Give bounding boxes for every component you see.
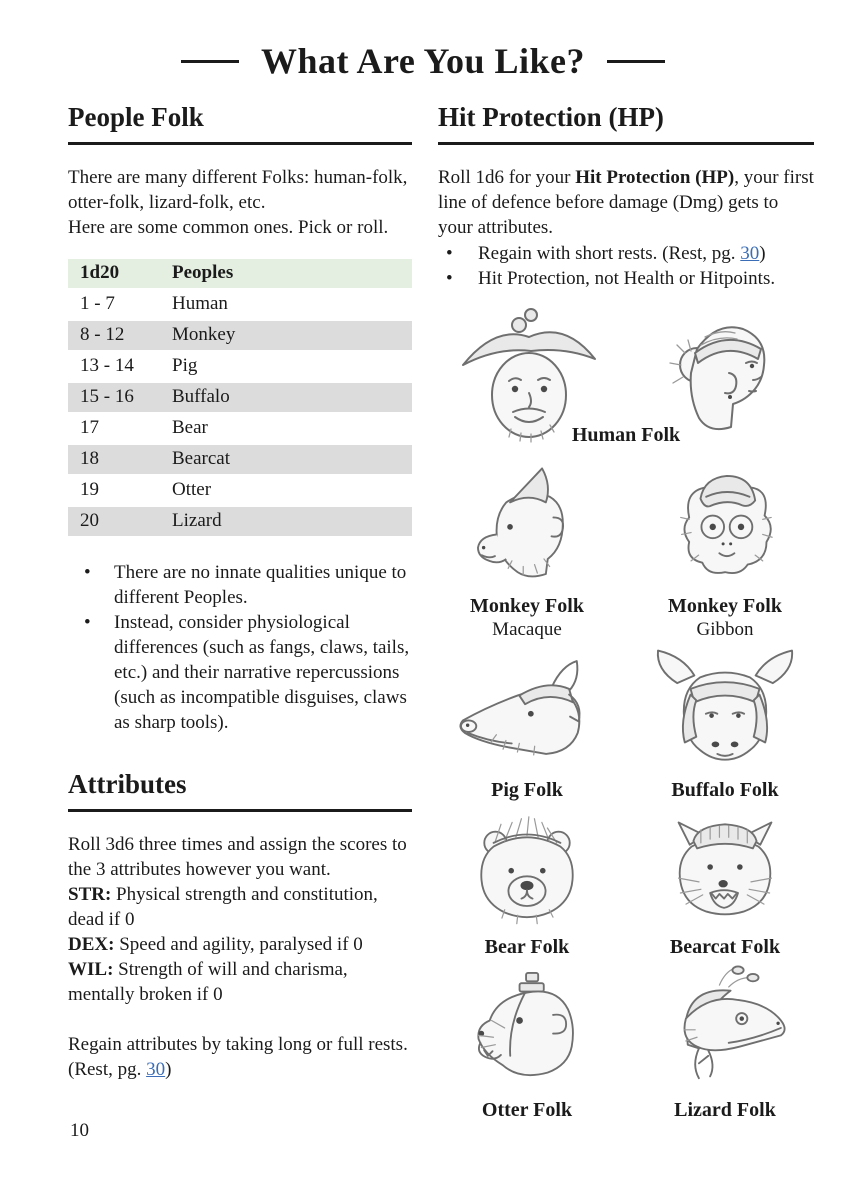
left-column [68,102,412,1122]
gallery-row-monkeys [438,459,814,591]
page-number: 10 [70,1120,89,1141]
rest-page-link[interactable]: 30 [740,243,760,264]
table-row [68,290,412,319]
note-text [478,241,814,266]
hp-intro-post: , your first line of defence before damage (Dmg) gets to your attributes. [438,167,814,238]
regain-note [68,1032,412,1082]
list-item [438,241,814,266]
attribute-def-wil [68,957,412,1007]
attributes-heading: Attributes [68,769,412,812]
attributes-intro: Roll 3d6 three times and assign the scores to the 3 attributes however you want. [68,834,407,880]
title-dash-right [607,60,665,63]
roll-range: 17 [80,417,99,438]
peoples-table [68,257,412,538]
roll-range: 15 - 16 [68,383,160,412]
figure-monkey-macaque [438,459,616,591]
attr-label: STR: [68,884,112,905]
figure-sublabel: Gibbon [696,619,754,640]
right-column [438,102,814,1122]
table-row [68,414,412,443]
gallery-labels-otter-lizard [438,1099,814,1122]
attribute-definitions [68,882,412,1007]
col-header-peoples: Peoples [160,259,412,288]
figure-caption [636,595,814,641]
figure-label: Otter Folk [481,1099,573,1121]
col-header-1d20: 1d20 [68,259,160,288]
figure-otter [438,959,616,1095]
lizard-illustration [645,959,805,1095]
gallery-labels-bear-bearcat [438,936,814,959]
people-name: Buffalo [160,383,412,412]
people-name: Otter [172,479,212,500]
gallery-row-pig-buffalo [438,641,814,775]
figure-pig [438,641,616,775]
note-text: Hit Protection, not Health or Hitpoints. [478,268,776,289]
intro-line: otter-folk, lizard-folk, etc. [68,192,266,213]
roll-range: 18 [68,445,160,474]
roll-range: 8 - 12 [68,321,160,350]
table-row [68,321,412,350]
regain-text: Regain attributes by taking long or full rests. (Rest, pg. [68,1034,408,1080]
figure-label: Pig Folk [491,779,563,801]
page-title: What Are You Like? [260,41,586,81]
list-item [68,560,412,610]
roll-range: 19 [80,479,99,500]
figure-label: Buffalo Folk [671,779,779,801]
people-name: Monkey [160,321,412,350]
table-row [68,507,412,536]
people-name: Bear [172,417,208,438]
attr-text: Speed and agility, paralysed if 0 [119,934,363,955]
bear-illustration [447,802,607,932]
attribute-def-dex [68,932,412,957]
hp-intro-pre: Roll 1d6 for your [438,167,576,188]
figure-label: Bear Folk [484,936,570,958]
bearcat-illustration [645,802,805,932]
bullet-icon [438,266,478,291]
hp-bullet-post: ) [759,243,766,264]
title-dash-left [181,60,239,63]
folk-portrait-gallery [438,303,814,1122]
buffalo-illustration [645,641,805,775]
people-name: Human [172,293,228,314]
hp-intro-bold: Hit Protection (HP) [575,167,735,188]
attr-label: DEX: [68,934,115,955]
hp-intro [438,165,814,240]
monkey-macaque-illustration [447,459,607,591]
page-title-row [0,0,846,82]
gallery-row-human [438,303,814,455]
figure-monkey-gibbon [636,459,814,591]
roll-range: 1 - 7 [80,293,115,314]
table-row [68,383,412,412]
figure-sublabel: Macaque [492,619,562,640]
people-folk-intro [68,165,412,240]
peoples-notes-list [68,560,412,735]
otter-illustration [447,959,607,1095]
figure-bear [438,802,616,932]
note-text: Instead, consider physiological differences (such as fangs, claws, tails, etc.) and their narrative repercussions (such as incompatible disguises, claws as sharp tools). [114,612,410,733]
figure-caption [438,595,616,641]
attr-text: Physical strength and constitution, dead if 0 [68,884,378,930]
people-name: Bearcat [160,445,412,474]
two-column-layout [0,82,846,1122]
intro-line: There are many different Folks: human-folk, [68,167,408,188]
monkey-gibbon-illustration [645,459,805,591]
figure-buffalo [636,641,814,775]
hit-protection-heading: Hit Protection (HP) [438,102,814,145]
list-item [438,266,814,291]
bullet-icon [68,560,114,610]
gallery-labels-monkeys [438,595,814,641]
table-row [68,476,412,505]
people-name: Pig [172,355,198,376]
regain-text-close: ) [165,1059,172,1080]
figure-bearcat [636,802,814,932]
list-item [68,610,412,735]
people-name: Lizard [160,507,412,536]
bullet-icon [68,610,114,735]
gallery-labels-pig-buffalo [438,779,814,802]
attr-label: WIL: [68,959,114,980]
figure-label: Human Folk [571,424,681,446]
attr-text: Strength of will and charisma, mentally broken if 0 [68,959,348,1005]
roll-range: 13 - 14 [80,355,134,376]
figure-lizard [636,959,814,1095]
people-folk-heading: People Folk [68,102,412,145]
attributes-section [68,769,412,1082]
hp-bullet-pre: Regain with short rests. (Rest, pg. [478,243,741,264]
figure-label: Lizard Folk [674,1099,776,1121]
pig-illustration [447,641,607,775]
gallery-row-bear-bearcat [438,802,814,932]
note-text: There are no innate qualities unique to different Peoples. [114,562,407,608]
roll-range: 20 [68,507,160,536]
figure-label: Monkey Folk [470,595,584,617]
attribute-def-str [68,882,412,932]
figure-label: Bearcat Folk [669,936,781,958]
gallery-row-otter-lizard [438,959,814,1095]
intro-line: Here are some common ones. Pick or roll. [68,217,389,238]
table-row [68,445,412,474]
rest-page-link[interactable]: 30 [146,1059,166,1080]
hp-notes-list [438,241,814,291]
table-row [68,352,412,381]
table-header-row [68,259,412,288]
figure-label: Monkey Folk [668,595,782,617]
bullet-icon [438,241,478,266]
